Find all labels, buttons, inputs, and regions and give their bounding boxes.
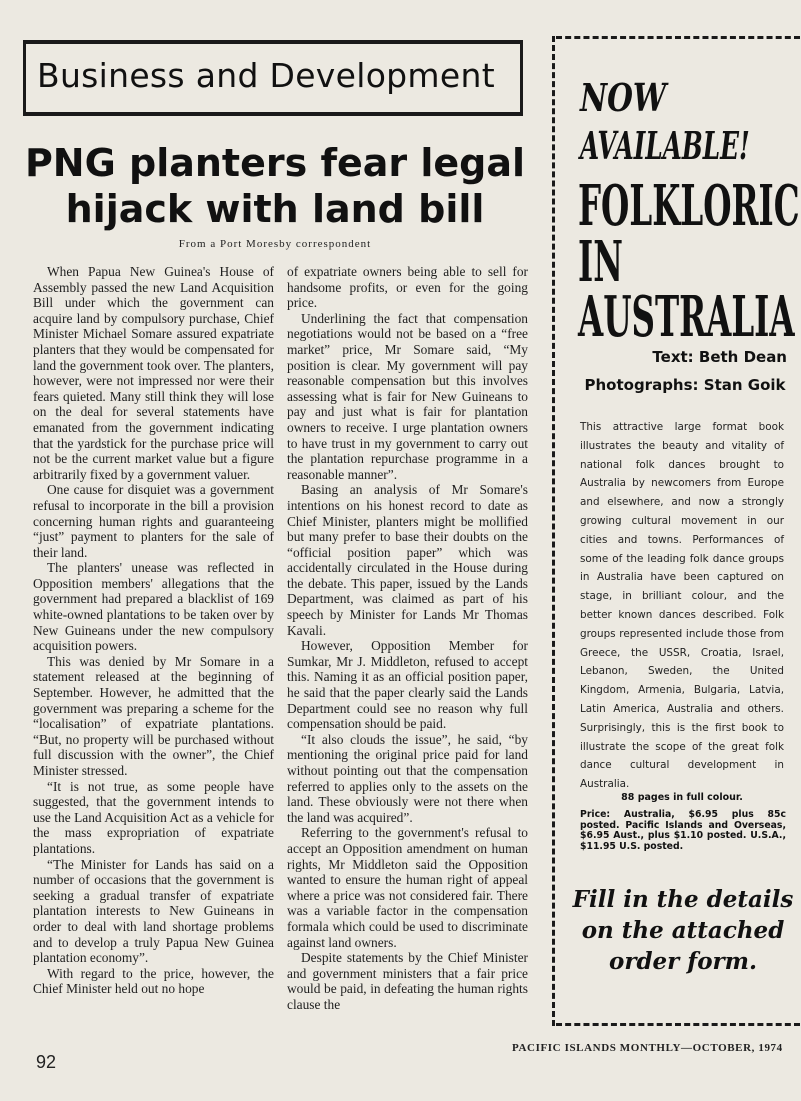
advert-cta-line-3: order form. <box>609 948 757 975</box>
article-column-2 <box>287 264 528 1013</box>
paragraph: However, Opposition Member for Sumkar, Mr J. Middleton, refused to accept this. Naming it as an official position paper, he said that the paper clearly said the Lands Department could see no reason why full compensation should be paid. <box>287 638 528 732</box>
article-column-1 <box>33 264 274 997</box>
paragraph: “It is not true, as some people have suggested, that the government intends to use the Land Acquisition Act as a vehicle for the mass expropriation of expatriate plantations. <box>33 778 274 856</box>
advert-available: AVAILABLE! <box>580 123 750 168</box>
headline-line-1: PNG planters fear legal <box>24 141 526 185</box>
headline-line-2: hijack with land bill <box>65 187 485 231</box>
paragraph: This was denied by Mr Somare in a statement released at the beginning of September. However, he admitted that the government was preparing a scheme for the “localisation” of expatriate plantations. “But, no property will be purchased without full discussion with the owner”, the Chief Minister stressed. <box>33 653 274 778</box>
paragraph: With regard to the price, however, the Chief Minister held out no hope <box>33 965 274 997</box>
advert-border-top <box>556 36 800 39</box>
advert-call-to-action <box>572 884 794 977</box>
article-byline: From a Port Moresby correspondent <box>178 238 372 250</box>
section-rule-bottom <box>23 112 523 116</box>
section-header-box <box>23 40 523 116</box>
advert-cta-line-1: Fill in the details <box>572 886 794 913</box>
paragraph: Despite statements by the Chief Minister and government ministers that a fair price would be paid, in defeating the human rights clause the <box>287 950 528 1012</box>
advert-border-bottom <box>556 1023 800 1026</box>
advert-cta-line-2: on the attached <box>581 917 785 944</box>
advert-title-in: IN <box>578 229 623 295</box>
article-headline <box>20 140 530 232</box>
paragraph: Underlining the fact that compensation negotiations would not be based on a “free market” price, Mr Somare said, “My position is clear. My government will pay reasonable compensation but this involves assessing what is fair for New Guineans to pay and just what is fair for plantation owners to receive. I urge plantation owners to have trust in my government to carry out the plantation repurchase programme in a reasonable manner”. <box>287 310 528 482</box>
paragraph: “The Minister for Lands has said on a number of occasions that the government is seeking a gradual transfer of expatriate plantation interests to New Guineans in order to deal with land shortage problems and to develop a truly Papua New Guinea plantation economy”. <box>33 856 274 966</box>
section-rule-right <box>520 44 523 112</box>
paragraph: Basing an analysis of Mr Somare's intentions on his honest record to date as Chief Minister, planters might be mollified but many prefer to base their doubts on the “official position paper” which was accidentally circulated in the House during the debate. This paper, issued by the Lands Department, was claimed as part of his speech by Minister for Lands Mr Thomas Kavali. <box>287 482 528 638</box>
paragraph: Referring to the government's refusal to accept an Opposition amendment on human rights, Mr Middleton said the Opposition wanted to ensure the human right of appeal where a price was not considered fair. There was a variable factor in the compensation formala which could be used to discriminate against land owners. <box>287 825 528 950</box>
section-rule-top <box>23 40 523 44</box>
page-number: 92 <box>36 1052 57 1072</box>
advert-description: This attractive large format book illustrates the beauty and vitality of national folk dances brought to Australia by newcomers from Europe and elsewhere, and now a strongly growing cultural movement in our cities and towns. Performances of some of the leading folk dance groups in Australia have been captured on stage, in brilliant colour, and the better known dances described. Folk groups represented include those from Greece, the USSR, Croatia, Israel, Lebanon, Sweden, the United Kingdom, Armenia, Bulgaria, Latvia, Latin America, Australia and others. Surprisingly, this is the first book to illustrate the scope of the great folk dance cultural development in Australia. <box>580 421 784 791</box>
paragraph: The planters' unease was reflected in Opposition members' allegations that the government had prepared a blacklist of 169 white-owned plantations to be taken over by New Guineans under the new compulsory acquisition powers. <box>33 560 274 654</box>
advert-title-folkloric: FOLKLORIC <box>578 173 800 239</box>
advert-now: NOW <box>580 75 667 120</box>
paragraph: “It also clouds the issue”, he said, “by mentioning the original price paid for land without pointing out that the compensation referred to applies only to the assets on the land. These obviously were not there when the land was acquired”. <box>287 731 528 825</box>
paragraph: of expatriate owners being able to sell for handsome profits, or even for the going price. <box>287 264 528 311</box>
paragraph: When Papua New Guinea's House of Assembly passed the new Land Acquisition Bill under which the government can acquire land by compulsory purchase, Chief Minister Michael Somare assured expatriate planters that they would be compensated for land the government took over. The planters, however, were not impressed nor were their fears quieted. Many still think they will lose on the deal for several statements have emanated from the government indicating that the yardstick for the purchase price will not be the current market value but a figure arbitrarily fixed by a government valuer. <box>33 264 274 482</box>
publication-footer: PACIFIC ISLANDS MONTHLY—OCTOBER, 1974 <box>512 1042 783 1054</box>
section-title: Business and Development <box>37 56 495 95</box>
section-rule-left <box>23 44 26 112</box>
advert-pages: 88 pages in full colour. <box>621 792 743 803</box>
advert-border-left <box>552 36 555 1026</box>
advert-price: Price: Australia, $6.95 plus 85c posted. Pacific Islands and Overseas, $6.95 Aust., plus $1.10 posted. U.S.A., $11.95 U.S. posted. <box>580 809 786 852</box>
paragraph: One cause for disquiet was a government refusal to incorporate in the bill a provision concerning human rights and guaranteeing “just” payment to planters for the sale of their land. <box>33 482 274 560</box>
advert-credit-text: Text: Beth Dean <box>652 348 787 366</box>
advert-title-australia: AUSTRALIA <box>578 284 795 350</box>
advert-credit-photos: Photographs: Stan Goik <box>584 376 786 394</box>
